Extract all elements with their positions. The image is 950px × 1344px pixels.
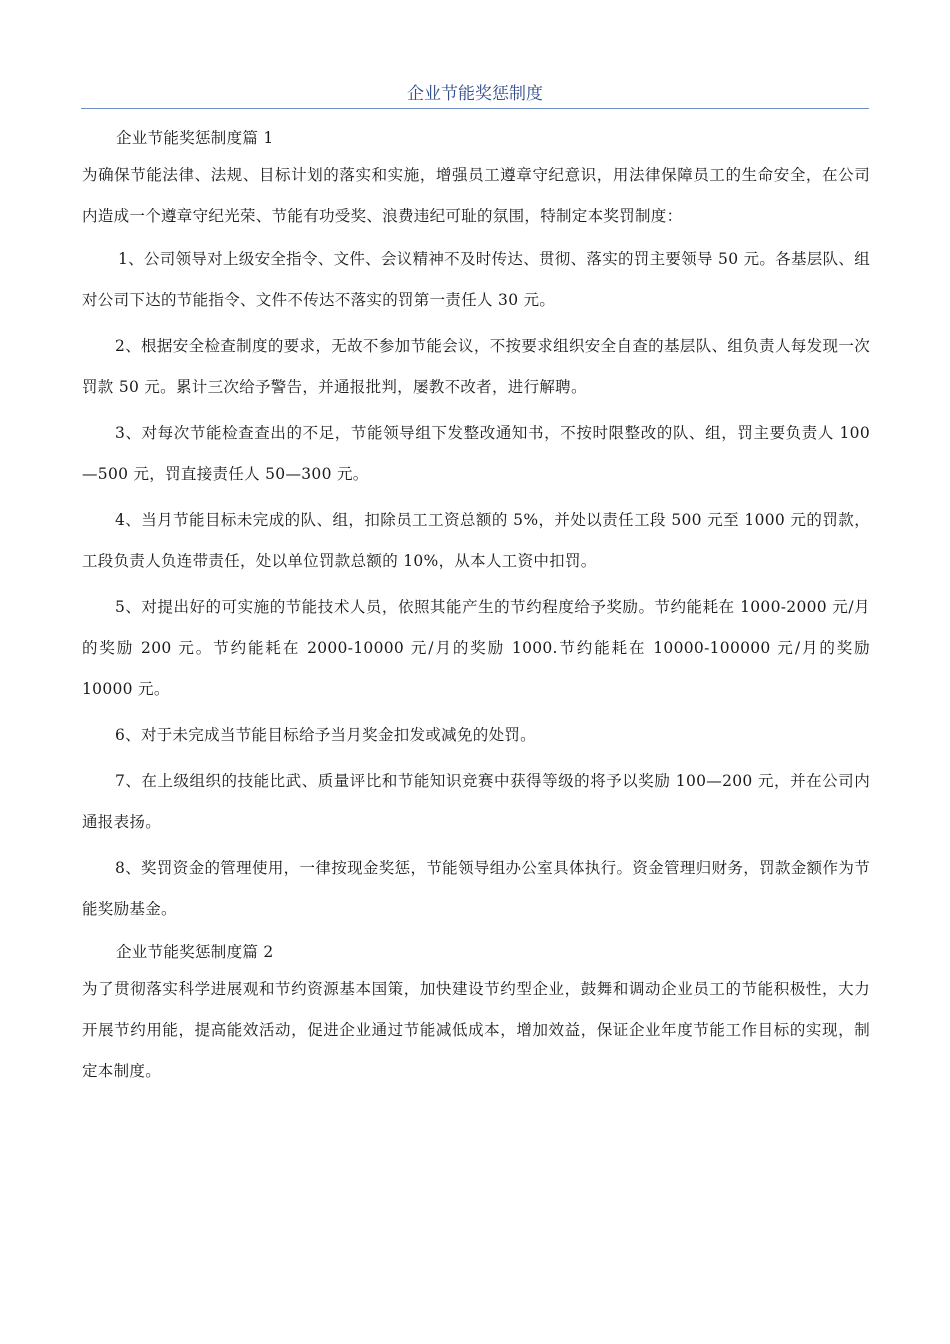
header-divider <box>81 108 869 109</box>
document-body <box>82 122 870 1092</box>
list-item: 4、当月节能目标未完成的队、组，扣除员工工资总额的 5%，并处以责任工段 500 元至 1000 元的罚款，工段负责人负连带责任，处以单位罚款总额的 10%，从本人工资中扣罚。 <box>82 511 870 570</box>
list-item: 3、对每次节能检查查出的不足，节能领导组下发整改通知书，不按时限整改的队、组，罚主要负责人 100—500 元，罚直接责任人 50—300 元。 <box>82 424 870 483</box>
section-intro: 为确保节能法律、法规、目标计划的落实和实施，增强员工遵章守纪意识，用法律保障员工的生命安全，在公司内造成一个遵章守纪光荣、节能有功受奖、浪费违纪可耻的氛围，特制定本奖罚制度： <box>82 166 870 225</box>
list-item: 8、奖罚资金的管理使用，一律按现金奖惩，节能领导组办公室具体执行。资金管理归财务，罚款金额作为节能奖励基金。 <box>82 859 870 918</box>
section-heading: 企业节能奖惩制度篇 2 <box>116 943 274 961</box>
section-intro: 为了贯彻落实科学进展观和节约资源基本国策，加快建设节约型企业，鼓舞和调动企业员工的节能积极性，大力开展节约用能，提高能效活动，促进企业通过节能减低成本，增加效益，保证企业年度节能工作目标的实现，制定本制度。 <box>82 980 870 1080</box>
list-item: 2、根据安全检查制度的要求，无故不参加节能会议，不按要求组织安全自查的基层队、组负责人每发现一次罚款 50 元。累计三次给予警告，并通报批判，屡教不改者，进行解聘。 <box>82 337 870 396</box>
list-item: 7、在上级组织的技能比武、质量评比和节能知识竞赛中获得等级的将予以奖励 100—200 元，并在公司内通报表扬。 <box>82 772 870 831</box>
list-item: 6、对于未完成当节能目标给予当月奖金扣发或减免的处罚。 <box>115 726 536 744</box>
list-item: 1、公司领导对上级安全指令、文件、会议精神不及时传达、贯彻、落实的罚主要领导 50 元。各基层队、组对公司下达的节能指令、文件不传达不落实的罚第一责任人 30 元。 <box>82 250 870 309</box>
section-heading: 企业节能奖惩制度篇 1 <box>116 129 274 147</box>
list-item: 5、对提出好的可实施的节能技术人员，依照其能产生的节约程度给予奖励。节约能耗在 1000-2000 元/月的奖励 200 元。节约能耗在 2000-10000 元/月的奖励 1000.节约能耗在 10000-100000 元/月的奖励 10000 元。 <box>82 598 870 698</box>
document-title: 企业节能奖惩制度 <box>407 84 543 104</box>
